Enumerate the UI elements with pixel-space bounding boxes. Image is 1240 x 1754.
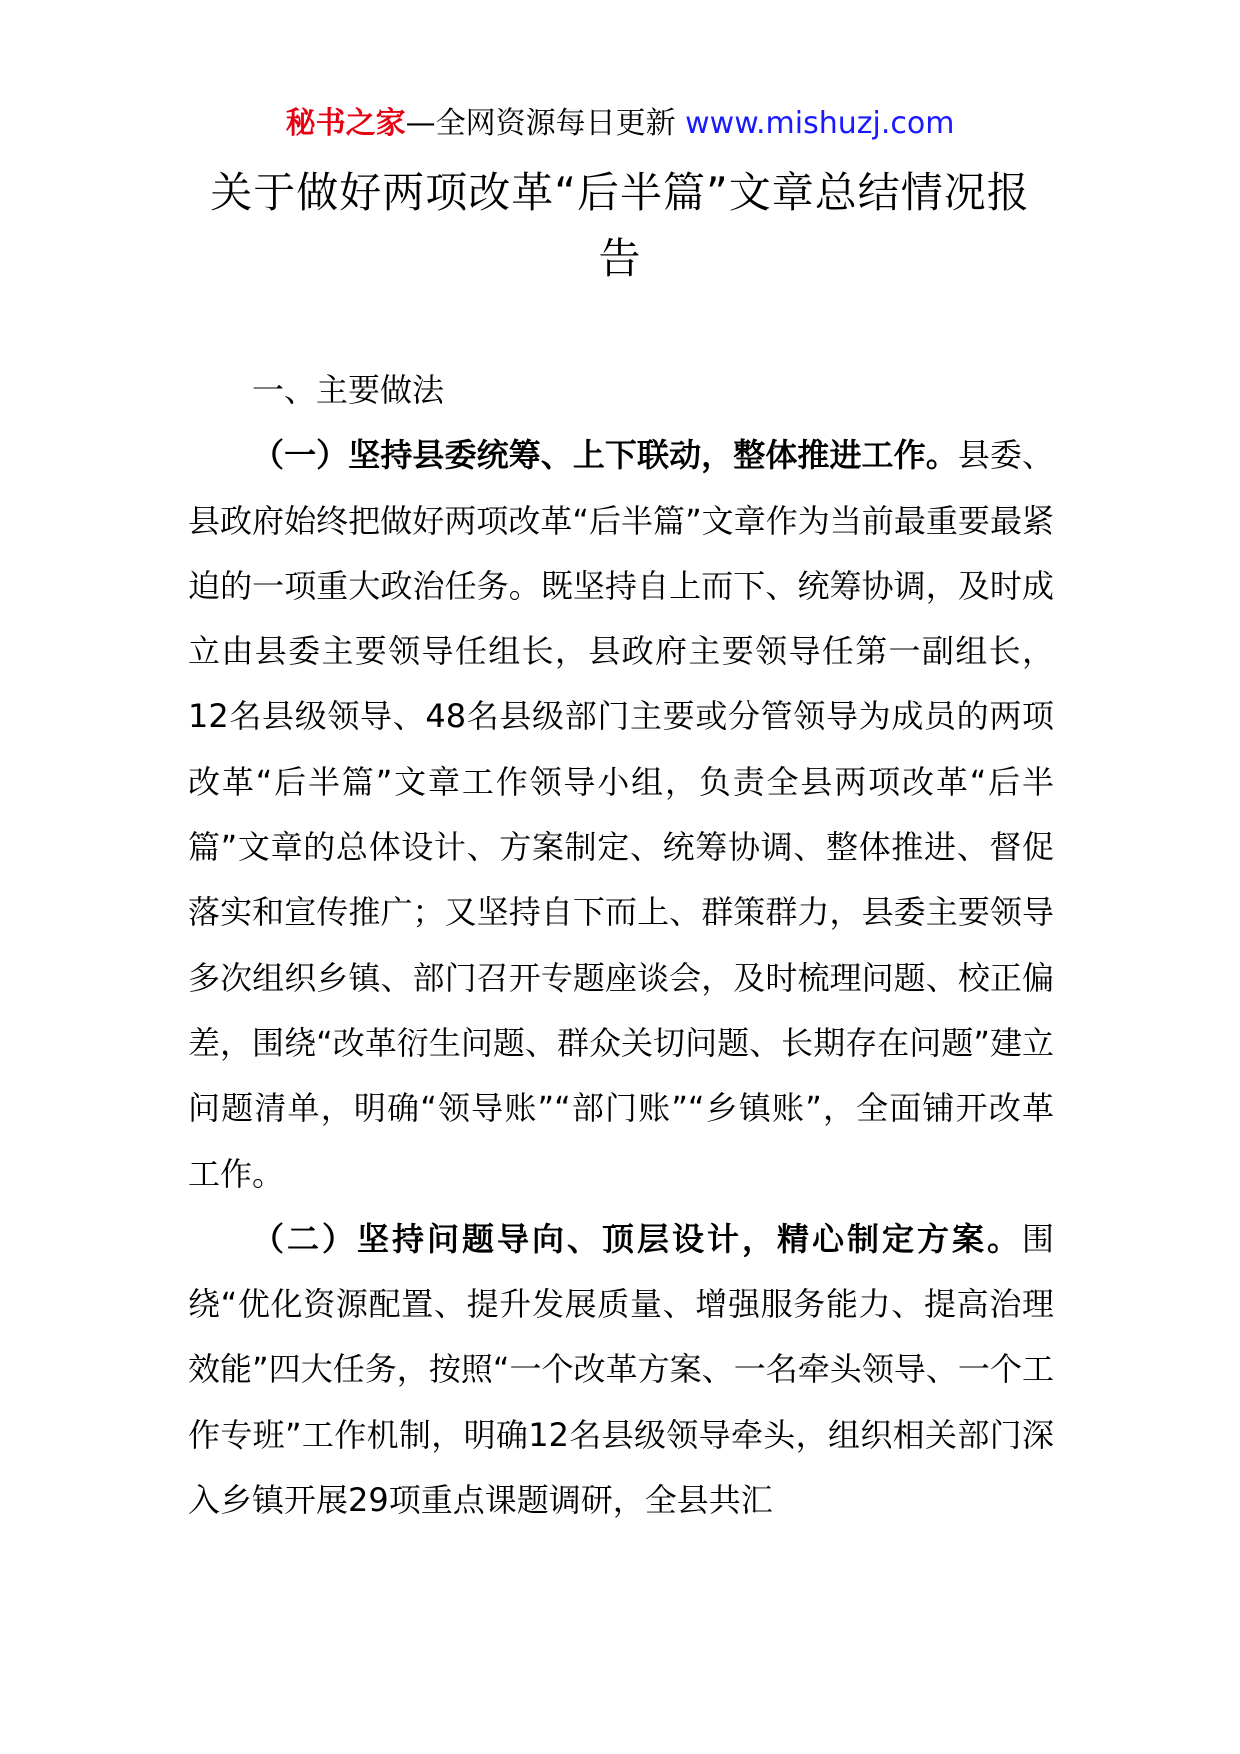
watermark-header <box>0 100 1240 148</box>
paragraph-1-body: 县委、县政府始终把做好两项改革“后半篇”文章作为当前最重要最紧迫的一项重大政治任务。既坚持自上而下、统筹协调，及时成立由县委主要领导任组长，县政府主要领导任第一副组长，12名县级领导、48名县级部门主要或分管领导为成员的两项改革“后半篇”文章工作领导小组，负责全县两项改革“后半篇”文章的总体设计、方案制定、统筹协调、整体推进、督促落实和宣传推广；又坚持自下而上、群策群力，县委主要领导多次组织乡镇、部门召开专题座谈会，及时梳理问题、校正偏差，围绕“改革衍生问题、群众关切问题、长期存在问题”建立问题清单，明确“领导账”“部门账”“乡镇账”，全面铺开改革工作。 <box>188 436 1054 1193</box>
section-heading: 一、主要做法 <box>252 371 445 409</box>
paragraph-1-lead: （一）坚持县委统筹、上下联动，整体推进工作。 <box>252 436 958 475</box>
paragraph-2-lead: （二）坚持问题导向、顶层设计，精心制定方案。 <box>252 1219 1022 1258</box>
document-title: 关于做好两项改革“后半篇”文章总结情况报告 <box>210 168 1030 283</box>
paragraph-1 <box>188 423 1054 1207</box>
header-slogan: —全网资源每日更新 <box>405 106 686 141</box>
paragraph-2 <box>188 1207 1054 1533</box>
brand-name: 秘书之家 <box>285 106 406 141</box>
paragraph-2-body: 围绕“优化资源配置、提升发展质量、增强服务能力、提高治理效能”四大任务，按照“一个改革方案、一名牵头领导、一个工作专班”工作机制，明确12名县级领导牵头，组织相关部门深入乡镇开展29项重点课题调研，全县共汇 <box>188 1219 1054 1520</box>
document-body <box>188 358 1054 1533</box>
site-url[interactable]: www.mishuzj.com <box>685 106 955 141</box>
